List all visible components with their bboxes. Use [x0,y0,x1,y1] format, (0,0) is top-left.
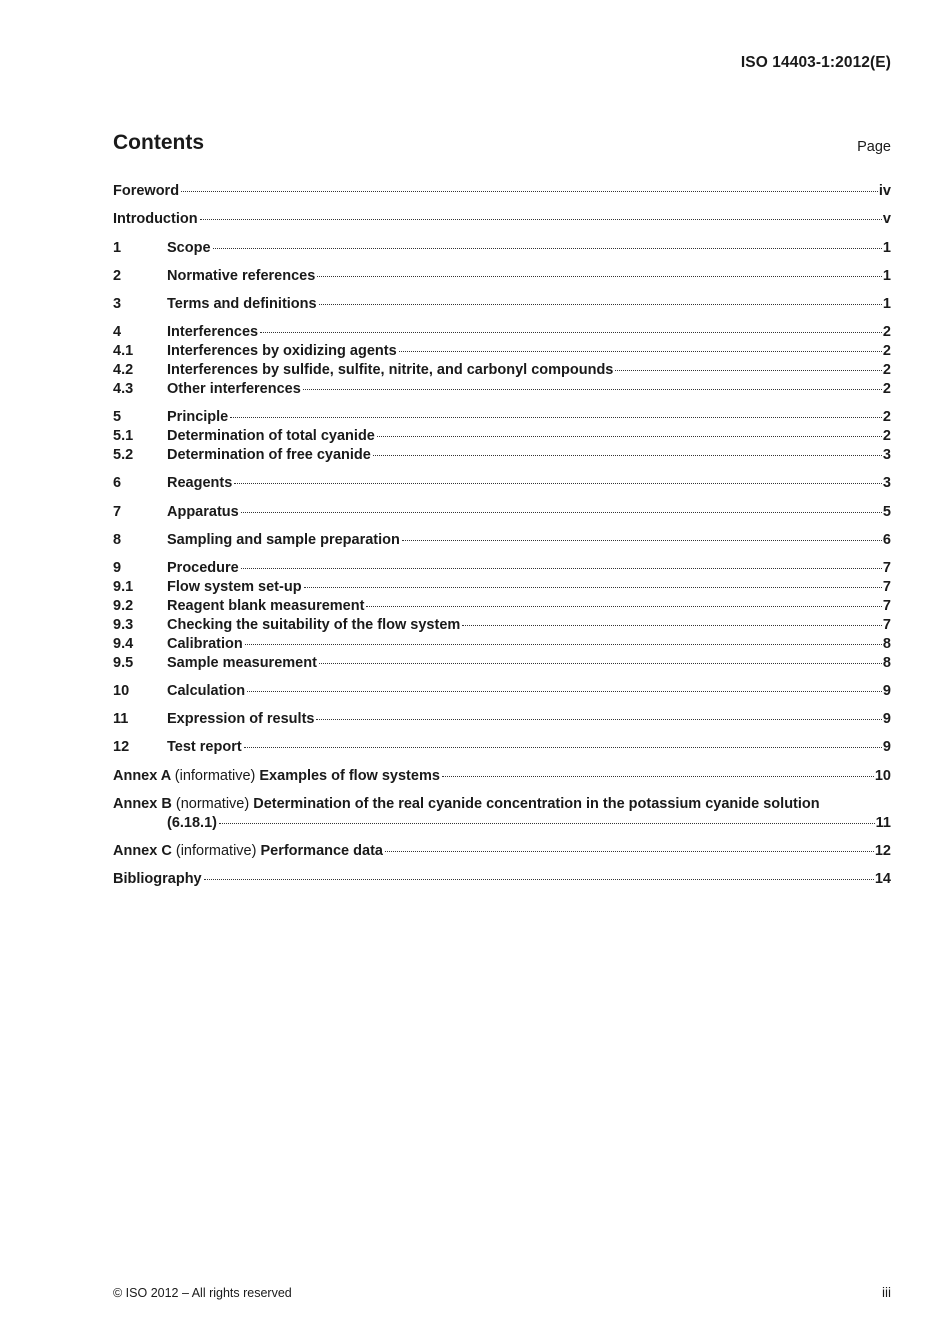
footer-copyright: © ISO 2012 – All rights reserved [113,1286,292,1300]
toc-entry-page: 1 [882,268,891,284]
toc-entry-number: 8 [113,532,122,548]
toc-entry-number: 5 [113,409,122,425]
toc-entry-number: 9.2 [113,598,134,614]
toc-entry-1[interactable] [113,239,891,258]
toc-entry-9[interactable] [113,559,891,578]
toc-entry-page: 7 [882,617,891,633]
toc-entry-title: Expression of results [167,711,315,727]
annex-type: (informative) [175,843,257,859]
toc-entry-title: Reagent blank measurement [167,598,365,614]
toc-entry-page: 3 [882,475,891,491]
toc-entry-2[interactable] [113,267,891,286]
leader-dots [399,351,882,352]
toc-entry-8[interactable] [113,531,891,550]
toc-entry-title: Principle [167,409,229,425]
toc-entry-title: Normative references [167,268,316,284]
toc-entry-title: Determination of free cyanide [167,447,371,463]
leader-dots [230,417,882,418]
toc-entry-page: 8 [882,636,891,652]
toc-entry-title: Reagents [167,475,233,491]
toc-entry-number: 10 [113,683,130,699]
toc-entry-page: 3 [882,447,891,463]
leader-dots [204,879,874,880]
toc-entry-page: 2 [882,381,891,397]
toc-entry-11[interactable] [113,710,891,729]
toc-entry-page: 11 [875,815,891,831]
toc-entry-title: Interferences [167,324,259,340]
footer-page-number: iii [882,1285,891,1300]
toc-entry-9-3[interactable] [113,616,891,635]
toc-entry-7[interactable] [113,503,891,522]
toc-entry-annex-b[interactable] [113,795,891,833]
toc-entry-number: 9 [113,560,122,576]
toc-entry-title: Checking the suitability of the flow system [167,617,461,633]
toc-entry-page: 12 [874,843,891,859]
leader-dots [260,332,882,333]
toc-entry-bibliography[interactable] [113,870,891,889]
toc-entry-page: 9 [882,739,891,755]
toc-entry-9-5[interactable] [113,654,891,673]
toc-entry-title: Interferences by oxidizing agents [167,343,397,359]
leader-dots [181,191,878,192]
toc-entry-title-group [113,767,440,786]
toc-entry-3[interactable] [113,295,891,314]
toc-entry-title: Flow system set-up [167,579,302,595]
leader-dots [241,512,882,513]
annex-title: Examples of flow systems [259,768,440,784]
leader-dots [241,568,882,569]
toc-entry-annex-c[interactable] [113,842,891,861]
annex-title: Determination of the real cyanide concentration in the potassium cyanide solution [253,796,820,812]
toc-entry-title: Introduction [113,211,198,227]
leader-dots [304,587,882,588]
toc-entry-foreword[interactable] [113,182,891,201]
leader-dots [462,625,882,626]
toc-entry-page: 9 [882,711,891,727]
toc-entry-title: Determination of total cyanide [167,428,375,444]
annex-title: Performance data [260,843,383,859]
leader-dots [442,776,874,777]
toc-entry-5-1[interactable] [113,427,891,446]
toc-entry-4-2[interactable] [113,361,891,380]
toc-entry-title: Interferences by sulfide, sulfite, nitrite, and carbonyl compounds [167,362,614,378]
toc-entry-page: iv [878,183,891,199]
leader-dots [366,606,881,607]
annex-b-second-line [113,814,891,833]
toc-entry-title: Scope [167,240,211,256]
toc-entry-page: 14 [874,871,891,887]
toc-entry-page: 10 [874,768,891,784]
annex-label: Annex C [113,843,172,859]
leader-dots [317,276,882,277]
toc-entry-title: Procedure [167,560,239,576]
annex-label: Annex A [113,768,171,784]
toc-entry-number: 4.1 [113,343,134,359]
contents-heading: Contents [113,131,204,154]
toc-entry-9-1[interactable] [113,578,891,597]
toc-entry-page: 2 [882,362,891,378]
toc-entry-title: Bibliography [113,871,202,887]
toc-entry-page: 8 [882,655,891,671]
toc-entry-page: 1 [882,296,891,312]
table-of-contents [113,182,891,889]
toc-entry-number: 9.5 [113,655,134,671]
toc-entry-page: v [882,211,891,227]
toc-entry-title: Sample measurement [167,655,317,671]
toc-entry-number: 5.1 [113,428,134,444]
toc-entry-title: Other interferences [167,381,301,397]
toc-entry-number: 9.4 [113,636,134,652]
toc-entry-page: 2 [882,409,891,425]
toc-entry-page: 9 [882,683,891,699]
toc-entry-number: 2 [113,268,122,284]
leader-dots [213,248,882,249]
toc-entry-introduction[interactable] [113,210,891,229]
page-column-label: Page [857,139,891,155]
toc-entry-5-2[interactable] [113,446,891,465]
toc-entry-page: 7 [882,579,891,595]
annex-type: (normative) [175,796,250,812]
toc-entry-page: 7 [882,598,891,614]
toc-entry-4-3[interactable] [113,380,891,399]
annex-b-first-line [113,795,891,814]
leader-dots [219,823,875,824]
toc-entry-annex-a[interactable] [113,767,891,786]
toc-entry-number: 12 [113,739,130,755]
leader-dots [385,851,874,852]
leader-dots [245,644,882,645]
leader-dots [200,219,882,220]
toc-entry-number: 1 [113,240,122,256]
toc-entry-number: 11 [113,711,129,727]
toc-entry-title: Test report [167,739,242,755]
toc-entry-5[interactable] [113,408,891,427]
toc-entry-number: 7 [113,504,122,520]
toc-entry-number: 4.2 [113,362,134,378]
annex-type: (informative) [174,768,256,784]
toc-entry-number: 3 [113,296,122,312]
toc-entry-page: 1 [882,240,891,256]
toc-entry-title: Sampling and sample preparation [167,532,400,548]
toc-entry-9-4[interactable] [113,635,891,654]
toc-entry-page: 2 [882,343,891,359]
toc-entry-number: 6 [113,475,122,491]
toc-entry-number: 9.3 [113,617,134,633]
annex-label: Annex B [113,796,172,812]
leader-dots [234,483,882,484]
toc-entry-4[interactable] [113,323,891,342]
leader-dots [377,436,882,437]
toc-entry-10[interactable] [113,682,891,701]
toc-entry-title: Calibration [167,636,243,652]
leader-dots [615,370,882,371]
toc-entry-number: 4.3 [113,381,134,397]
toc-entry-number: 5.2 [113,447,134,463]
toc-entry-12[interactable] [113,738,891,757]
leader-dots [316,719,881,720]
toc-entry-title: Terms and definitions [167,296,317,312]
annex-title-continued: (6.18.1) [167,815,217,831]
toc-entry-title-group [113,842,383,861]
leader-dots [247,691,882,692]
toc-entry-number: 4 [113,324,122,340]
toc-entry-4-1[interactable] [113,342,891,361]
toc-entry-9-2[interactable] [113,597,891,616]
leader-dots [319,663,882,664]
toc-entry-page: 7 [882,560,891,576]
toc-entry-page: 2 [882,428,891,444]
document-id: ISO 14403-1:2012(E) [740,54,891,71]
toc-entry-title: Calculation [167,683,246,699]
leader-dots [402,540,882,541]
leader-dots [373,455,882,456]
leader-dots [244,747,882,748]
toc-entry-page: 2 [882,324,891,340]
toc-entry-number: 9.1 [113,579,134,595]
toc-entry-page: 6 [882,532,891,548]
leader-dots [303,389,882,390]
toc-entry-6[interactable] [113,474,891,493]
leader-dots [319,304,882,305]
toc-entry-title: Foreword [113,183,180,199]
toc-entry-title: Apparatus [167,504,239,520]
toc-entry-page: 5 [882,504,891,520]
